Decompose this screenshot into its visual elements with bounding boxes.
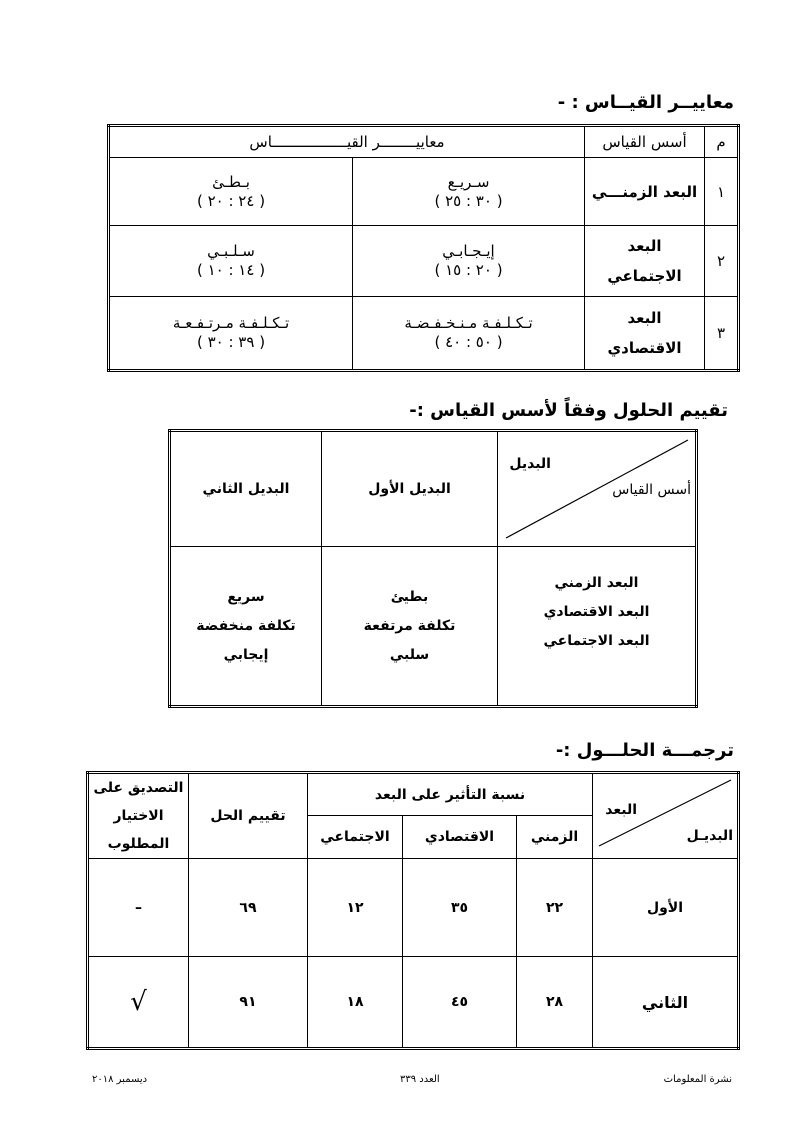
alt1-line: تكلفة مرتفعة: [363, 617, 456, 634]
col-alt1: البديل الأول: [322, 431, 498, 547]
time-value: ٢٢: [517, 859, 593, 957]
criterion-range: ( ٣٩ : ٣٠ ): [196, 333, 266, 351]
alt2-line: سريع: [227, 588, 265, 605]
solutions-header-row1: [88, 773, 739, 816]
confirm-header-line2: الاختيار المطلوب: [107, 808, 170, 852]
basis-line: البعد الزمني: [554, 574, 639, 591]
confirm-mark: –: [88, 859, 189, 957]
section1-title: معاييــر القيــاس : -: [557, 92, 734, 113]
criterion-word: بـطـئ: [212, 172, 250, 191]
alt1-line: سلبي: [389, 646, 430, 663]
header-num: م: [705, 126, 739, 158]
diagonal-header-cell: [593, 773, 739, 859]
row-basis-line2: الاجتماعي: [607, 267, 682, 285]
evaluation-table: [168, 429, 698, 708]
corner-bottom-label: البديـل: [686, 828, 733, 844]
table-row: [109, 297, 739, 371]
criterion-word: تـكـلـفـة مـنـخـفـضـة: [404, 314, 533, 332]
table-row: [88, 957, 739, 1049]
evaluation-header-row: [170, 431, 697, 547]
row-basis-line1: البعد: [627, 237, 662, 255]
table-row: [109, 226, 739, 297]
alt-name: الثاني: [593, 957, 739, 1049]
row-num: ١: [705, 158, 739, 226]
corner-bottom-label: أسس القياس: [612, 482, 691, 498]
econ-value: ٣٥: [403, 859, 517, 957]
criterion-word: سـلـبـي: [207, 242, 255, 260]
footer-issue: العدد ٣٣٩: [400, 1074, 440, 1085]
econ-value: ٤٥: [403, 957, 517, 1049]
alt2-line: تكلفة منخفضة: [196, 617, 296, 634]
time-value: ٢٨: [517, 957, 593, 1049]
criterion-range: ( ٢٠ : ١٥ ): [434, 261, 503, 279]
criteria-header-row: [109, 126, 739, 158]
footer-date: ديسمبر ٢٠١٨: [92, 1074, 148, 1085]
criterion-range: ( ٣٠ : ٢٥ ): [434, 191, 503, 210]
table-row: [88, 859, 739, 957]
row-basis: البعد الزمنـــي: [585, 158, 705, 226]
row-num: ٢: [705, 226, 739, 297]
row-basis-line1: البعد: [627, 309, 662, 327]
section2-title: تقييم الحلول وفقاً لأسس القياس :-: [409, 400, 728, 421]
social-value: ١٨: [307, 957, 402, 1049]
subheader-econ: الاقتصادي: [403, 816, 517, 859]
alt2-line: إيجابي: [223, 646, 269, 663]
alt-name: الأول: [593, 859, 739, 957]
confirm-header-line1: التصديق على: [93, 780, 184, 796]
criterion-word: إيـجـابـي: [442, 242, 495, 260]
diagonal-header-cell: [498, 431, 697, 547]
subheader-time: الزمني: [517, 816, 593, 859]
criterion-range: ( ٥٠ : ٤٠ ): [434, 333, 503, 351]
criterion-range: ( ٢٤ : ٢٠ ): [196, 191, 266, 210]
criterion-word: تـكـلـفـة مـرتـفـعـة: [172, 314, 290, 332]
solutions-table: [86, 771, 740, 1050]
table-row: [170, 547, 697, 707]
eval-value: ٩١: [188, 957, 307, 1049]
table-row: [109, 158, 739, 226]
header-basis: أسس القياس: [585, 126, 705, 158]
col-alt2: البديل الثاني: [170, 431, 322, 547]
eval-value: ٦٩: [188, 859, 307, 957]
basis-line: البعد الاجتماعي: [543, 632, 650, 649]
corner-top-label: البعد: [605, 802, 637, 818]
basis-line: البعد الاقتصادي: [543, 603, 650, 620]
row-basis-line2: الاقتصادي: [607, 339, 682, 357]
alt1-line: بطيئ: [390, 588, 429, 605]
subheader-social: الاجتماعي: [307, 816, 402, 859]
corner-top-label: البديل: [509, 456, 551, 472]
footer-publication: نشرة المعلومات: [663, 1074, 732, 1085]
criterion-word: سـريـع: [447, 172, 490, 191]
criteria-table: [107, 124, 740, 372]
impact-header: نسبة التأثير على البعد: [307, 773, 592, 816]
social-value: ١٢: [307, 859, 402, 957]
eval-header: تقييم الحل: [188, 773, 307, 859]
criterion-range: ( ١٤ : ١٠ ): [196, 261, 266, 279]
row-num: ٣: [705, 297, 739, 371]
section3-title: ترجمـــة الحلـــول :-: [555, 740, 734, 761]
confirm-mark: √: [88, 957, 189, 1049]
header-criteria: معاييــــــــر القيـــــــــــــــــاس: [109, 126, 585, 158]
